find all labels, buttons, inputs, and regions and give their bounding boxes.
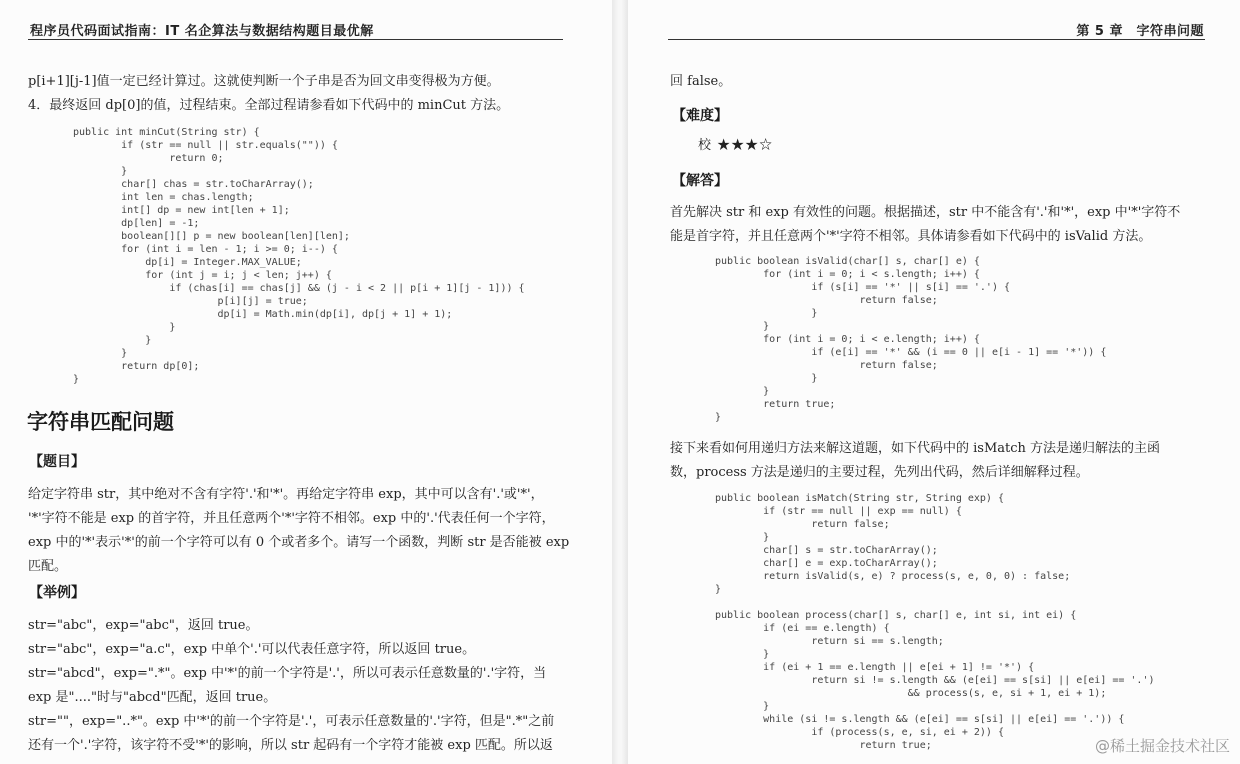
example-label: 【举例】 bbox=[29, 585, 85, 601]
code-line: } bbox=[715, 386, 770, 397]
left-intro-paragraph bbox=[28, 70, 509, 118]
code-line: return false; bbox=[715, 519, 890, 530]
example-paragraph bbox=[28, 614, 554, 758]
text-line: 匹配。 bbox=[28, 559, 68, 574]
text-line: exp 是"...."时与"abcd"匹配，返回 true。 bbox=[28, 690, 277, 705]
code-line: public boolean isMatch(String str, String exp) { bbox=[715, 493, 1004, 504]
code-line: } bbox=[715, 373, 818, 384]
code-line: for (int i = 0; i < e.length; i++) { bbox=[715, 334, 980, 345]
text-line: '*'字符不能是 exp 的首字符，并且任意两个'*'字符不相邻。exp 中的'.'代表任何一个字符， bbox=[28, 511, 555, 526]
code-line: int[] dp = new int[len + 1]; bbox=[73, 205, 290, 216]
code-line bbox=[715, 596, 1155, 609]
code-line: return dp[0]; bbox=[73, 361, 200, 372]
code-line: return si == s.length; bbox=[715, 636, 944, 647]
text-line: 能是首字符，并且任意两个'*'字符不相邻。具体请参看如下代码中的 isValid 方法。 bbox=[670, 229, 1152, 244]
code-line: return false; bbox=[715, 295, 938, 306]
text-line: 首先解决 str 和 exp 有效性的问题。根据描述，str 中不能含有'.'和'*'，exp 中'*'字符不 bbox=[670, 205, 1181, 220]
code-line: } bbox=[73, 374, 80, 385]
site-watermark: @稀土掘金技术社区 bbox=[1094, 737, 1230, 755]
code-line: boolean[][] p = new boolean[len][len]; bbox=[73, 231, 350, 242]
code-line: p[i][j] = true; bbox=[73, 296, 308, 307]
code-line: } bbox=[715, 584, 722, 595]
problem-paragraph bbox=[28, 483, 569, 579]
text-line: 数，process 方法是递归的主要过程，先列出代码，然后详细解释过程。 bbox=[670, 465, 1089, 480]
code-line: } bbox=[715, 308, 818, 319]
problem-label: 【题目】 bbox=[29, 454, 85, 470]
code-line: return isValid(s, e) ? process(s, e, 0, 0) : false; bbox=[715, 571, 1071, 582]
code-block-isvalid bbox=[715, 255, 1106, 424]
text-line: 还有一个'.'字符，该字符不受'*'的影响，所以 str 起码有一个字符才能被 exp 匹配。所以返 bbox=[28, 738, 553, 753]
code-line: while (si != s.length && (e[ei] == s[si] || e[ei] == '.')) { bbox=[715, 714, 1125, 725]
code-line: if (process(s, e, si, ei + 2)) { bbox=[715, 727, 1004, 738]
answer-label: 【解答】 bbox=[672, 173, 728, 189]
text-line: str="abc"，exp="abc"，返回 true。 bbox=[28, 618, 259, 633]
text-line: exp 中的'*'表示'*'的前一个字符可以有 0 个或者多个。请写一个函数，判断 str 是否能被 exp bbox=[28, 535, 570, 550]
code-line: } bbox=[715, 649, 770, 660]
text-line: 给定字符串 str，其中绝对不含有字符'.'和'*'。再给定字符串 exp，其中可以含有'.'或'*'， bbox=[28, 487, 544, 502]
left-page bbox=[0, 0, 612, 764]
code-line: if (e[i] == '*' && (i == 0 || e[i - 1] == '*')) { bbox=[715, 347, 1107, 358]
section-title: 字符串匹配问题 bbox=[27, 410, 174, 434]
code-line: return 0; bbox=[73, 153, 224, 164]
code-line: int len = chas.length; bbox=[73, 192, 254, 203]
code-line: dp[len] = -1; bbox=[73, 218, 200, 229]
code-line: char[] chas = str.toCharArray(); bbox=[73, 179, 314, 190]
code-line: } bbox=[73, 348, 128, 359]
code-line: for (int j = i; j < len; j++) { bbox=[73, 270, 332, 281]
left-running-head: 程序员代码面试指南：IT 名企算法与数据结构题目最优解 bbox=[30, 24, 374, 39]
code-block-ismatch bbox=[715, 492, 1155, 752]
code-line: char[] s = str.toCharArray(); bbox=[715, 545, 938, 556]
code-line: for (int i = len - 1; i >= 0; i--) { bbox=[73, 244, 338, 255]
code-line: return si != s.length && (e[ei] == s[si] || e[ei] == '.') bbox=[715, 675, 1155, 686]
text-line: str="abcd"，exp=".*"。exp 中'*'的前一个字符是'.'，所以可表示任意数量的'.'字符，当 bbox=[28, 666, 547, 681]
code-line: } bbox=[73, 322, 176, 333]
code-line: return true; bbox=[715, 740, 932, 751]
code-line: if (s[i] == '*' || s[i] == '.') { bbox=[715, 282, 1011, 293]
code-line: if (str == null || str.equals("")) { bbox=[73, 140, 338, 151]
difficulty-label: 【难度】 bbox=[672, 108, 728, 124]
code-block-mincut bbox=[73, 126, 525, 386]
text-line: 接下来看如何用递归方法来解这道题，如下代码中的 isMatch 方法是递归解法的主函 bbox=[670, 441, 1161, 456]
text-line: str=""，exp="..*"。exp 中'*'的前一个字符是'.'，可表示任意数量的'.'字符，但是".*"之前 bbox=[28, 714, 555, 729]
code-line: if (ei == e.length) { bbox=[715, 623, 890, 634]
code-line: if (ei + 1 == e.length || e[ei + 1] != '*') { bbox=[715, 662, 1035, 673]
right-header-rule bbox=[668, 39, 1205, 40]
code-line: public int minCut(String str) { bbox=[73, 127, 260, 138]
recursion-paragraph bbox=[670, 437, 1160, 485]
code-line: && process(s, e, si + 1, ei + 1); bbox=[715, 688, 1107, 699]
difficulty-rating: 校 ★★★☆ bbox=[698, 138, 774, 153]
left-header-rule bbox=[28, 39, 563, 40]
code-line: } bbox=[715, 701, 770, 712]
code-line: } bbox=[715, 412, 722, 423]
code-line: if (str == null || exp == null) { bbox=[715, 506, 962, 517]
book-gutter bbox=[612, 0, 628, 764]
code-line: } bbox=[715, 532, 770, 543]
code-line: } bbox=[73, 335, 152, 346]
code-line: dp[i] = Math.min(dp[i], dp[j + 1] + 1); bbox=[73, 309, 453, 320]
code-line: } bbox=[73, 166, 128, 177]
text-line: str="abc"，exp="a.c"，exp 中单个'.'可以代表任意字符，所以返回 true。 bbox=[28, 642, 476, 657]
code-line: return false; bbox=[715, 360, 938, 371]
right-top-line: 回 false。 bbox=[670, 74, 732, 89]
code-line: public boolean isValid(char[] s, char[] e) { bbox=[715, 256, 980, 267]
code-line: char[] e = exp.toCharArray(); bbox=[715, 558, 938, 569]
right-page bbox=[628, 0, 1240, 764]
code-line: return true; bbox=[715, 399, 836, 410]
code-line: for (int i = 0; i < s.length; i++) { bbox=[715, 269, 980, 280]
code-line: dp[i] = Integer.MAX_VALUE; bbox=[73, 257, 302, 268]
right-running-head: 第 5 章 字符串问题 bbox=[1076, 24, 1204, 39]
text-line: p[i+1][j-1]值一定已经计算过。这就使判断一个子串是否为回文串变得极为方便。 bbox=[28, 74, 500, 89]
text-line: 4．最终返回 dp[0]的值，过程结束。全部过程请参看如下代码中的 minCut 方法。 bbox=[28, 98, 510, 113]
answer-paragraph bbox=[670, 201, 1180, 249]
code-line: public boolean process(char[] s, char[] e, int si, int ei) { bbox=[715, 610, 1077, 621]
code-line: if (chas[i] == chas[j] && (j - i < 2 || p[i + 1][j - 1])) { bbox=[73, 283, 525, 294]
code-line: } bbox=[715, 321, 770, 332]
